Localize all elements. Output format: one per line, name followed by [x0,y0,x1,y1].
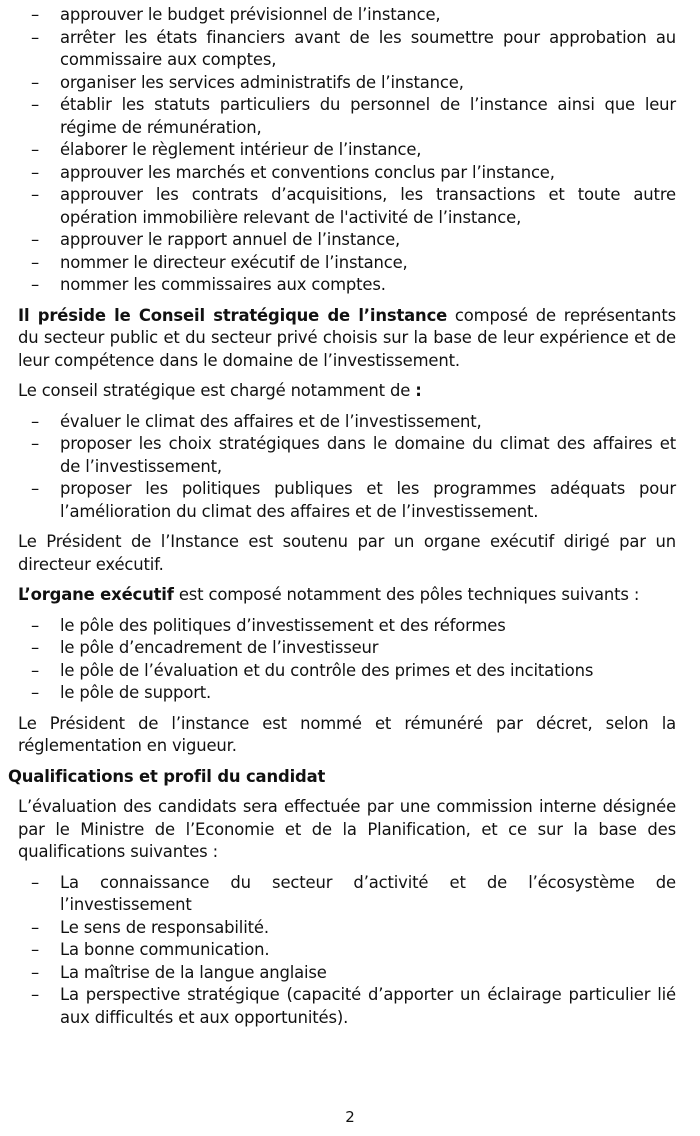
paragraph-organe-executif [18,584,676,607]
list-item: – nommer les commissaires aux comptes. [20,274,676,297]
list-item: – nommer le directeur exécutif de l’instance, [20,252,676,275]
paragraph-text: composé de représentants du secteur public et du secteur privé choisis sur la base de leur expérience et de leur compétence dans le domaine de l’investissement. [18,305,676,370]
list-item: – proposer les politiques publiques et les programmes adéquats pour l’amélioration du climat des affaires et de l’investissement. [20,478,676,523]
section-heading-qualifications: Qualifications et profil du candidat [8,766,326,786]
page-number: 2 [345,1108,355,1126]
list-item: – approuver les marchés et conventions conclus par l’instance, [20,162,676,185]
list-item: – La perspective stratégique (capacité d’apporter un éclairage particulier lié aux difficultés et aux opportunités). [20,984,676,1029]
list-item: – le pôle d’encadrement de l’investisseur [20,637,676,660]
paragraph-text: est composé notamment des pôles techniques suivants : [173,585,640,604]
list-item: – approuver le rapport annuel de l’instance, [20,229,676,252]
list-item: – le pôle de l’évaluation et du contrôle des primes et des incitations [20,660,676,683]
list-item: – approuver les contrats d’acquisitions, les transactions et toute autre opération immobilière relevant de l'activité de l’instance, [20,184,676,229]
list-item: – La maîtrise de la langue anglaise [20,962,676,985]
list-item: – proposer les choix stratégiques dans le domaine du climat des affaires et de l’investissement, [20,433,676,478]
poles-list [8,615,676,705]
list-item: – La bonne communication. [20,939,676,962]
paragraph-bold-lead: Il préside le Conseil stratégique de l’instance [18,305,448,325]
list-item: – arrêter les états financiers avant de les soumettre pour approbation au commissaire aux comptes, [20,27,676,72]
paragraph-text: Le conseil stratégique est chargé notamment de [18,381,416,400]
conseil-tasks-list [8,411,676,524]
list-item: – La connaissance du secteur d’activité et de l’écosystème de l’investissement [20,872,676,917]
list-item: – approuver le budget prévisionnel de l’instance, [20,4,676,27]
list-item: – élaborer le règlement intérieur de l’instance, [20,139,676,162]
list-item: – organiser les services administratifs de l’instance, [20,72,676,95]
paragraph-evaluation: L’évaluation des candidats sera effectuée par une commission interne désignée par le Ministre de l’Economie et de la Planification, et ce sur la base des qualifications suivantes : [18,797,676,861]
paragraph-colon: : [415,381,422,400]
paragraph-conseil-strategique [18,305,676,373]
list-item: – évaluer le climat des affaires et de l’investissement, [20,411,676,434]
list-item: – le pôle des politiques d’investissement et des réformes [20,615,676,638]
list-item: – le pôle de support. [20,682,676,705]
instance-duties-list [8,4,676,297]
list-item: – Le sens de responsabilité. [20,917,676,940]
paragraph-president-nomme: Le Président de l’instance est nommé et rémunéré par décret, selon la réglementation en vigueur. [18,713,676,755]
paragraph-conseil-charge [18,380,676,403]
paragraph-president-soutenu: Le Président de l’Instance est soutenu par un organe exécutif dirigé par un directeur exécutif. [18,532,676,574]
list-item: – établir les statuts particuliers du personnel de l’instance ainsi que leur régime de rémunération, [20,94,676,139]
paragraph-bold-lead: L’organe exécutif [18,585,174,604]
qualifications-list [8,872,676,1030]
